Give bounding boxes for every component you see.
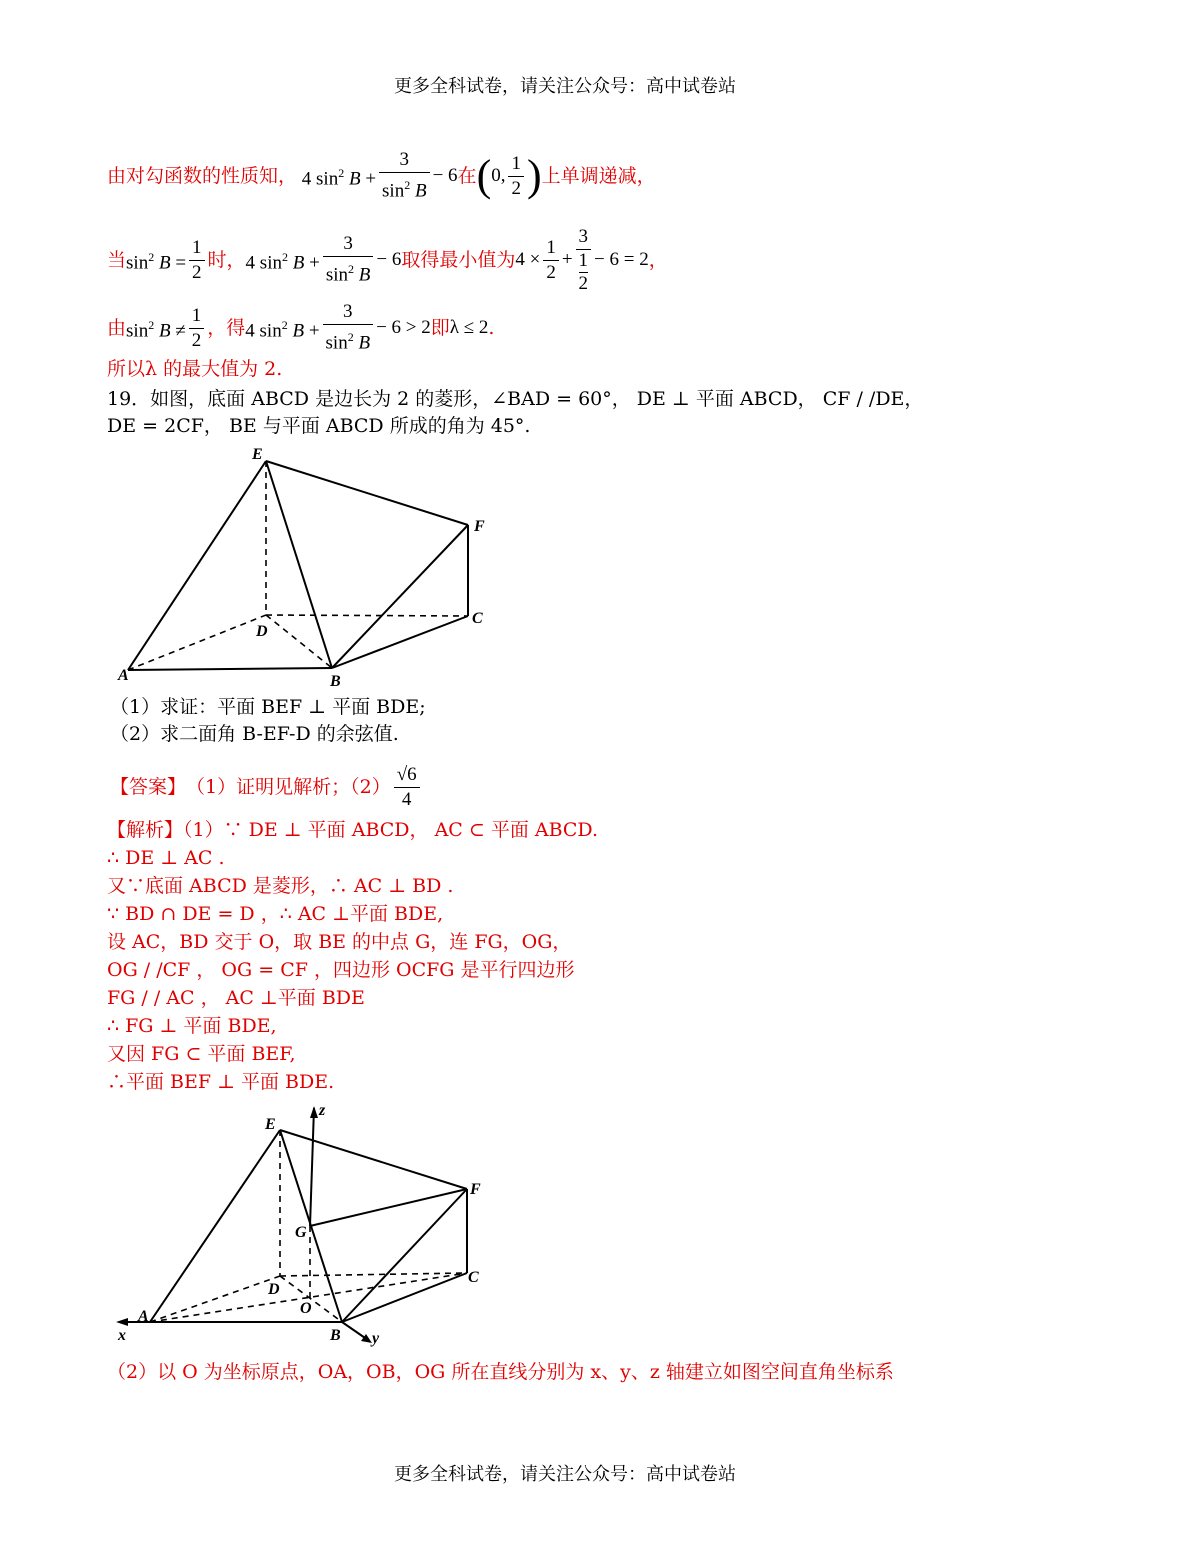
- edge-FB: [342, 1189, 467, 1322]
- sup-2: 2: [347, 330, 354, 345]
- edge-FB: [332, 525, 468, 668]
- edge-BC: [332, 616, 468, 668]
- interval-den: 2: [511, 177, 521, 199]
- calc-a: 4 ×: [515, 249, 541, 270]
- answer-fraction: [394, 763, 420, 812]
- figure-2-coordinate-system: [110, 1100, 510, 1350]
- label-O: O: [300, 1300, 312, 1317]
- solution-step-10: ∴平面 BEF ⊥ 平面 BDE.: [107, 1071, 335, 1093]
- calc-tail: − 6 = 2: [594, 249, 649, 270]
- line2-tail: − 6: [376, 249, 402, 270]
- edge-EB: [266, 461, 332, 668]
- frac-num: 3: [323, 300, 374, 325]
- half-num: 1: [189, 304, 205, 329]
- line2-end: ，: [648, 249, 668, 271]
- sup-2: 2: [148, 317, 155, 332]
- line2-var: B: [158, 252, 171, 274]
- sup-2: 2: [404, 178, 411, 193]
- line2-half: [189, 236, 205, 285]
- line3-var-2: B: [292, 320, 305, 342]
- solution-step-5: 设 AC，BD 交于 O，取 BE 的中点 G，连 FG，OG，: [107, 931, 572, 953]
- line3-end: .: [488, 317, 495, 339]
- question-19-line-2: DE = 2CF， BE 与平面 ABCD 所成的角为 45°.: [107, 415, 531, 437]
- answer-label: 【答案】: [110, 776, 187, 798]
- calc-half: [543, 236, 559, 285]
- label-z: z: [319, 1102, 326, 1119]
- line2-phrase: 取得最小值为: [401, 249, 516, 271]
- label-C: C: [472, 610, 483, 627]
- line2-expr: 4 sin: [245, 252, 282, 274]
- solution-step-7: FG / / AC ， AC ⊥平面 BDE: [107, 987, 365, 1009]
- label-B: B: [330, 673, 341, 690]
- line1-fraction: [379, 148, 430, 203]
- part-2-line: （2）以 O 为坐标原点，OA，OB，OG 所在直线分别为 x、y、z 轴建立如图空间直角坐标系: [107, 1361, 894, 1383]
- frac-den: sin: [325, 264, 348, 286]
- label-C: C: [468, 1269, 479, 1286]
- solution-step-2: ∴ DE ⊥ AC .: [107, 847, 225, 869]
- line3-fraction: [323, 300, 374, 355]
- line2-when: 时，: [207, 249, 246, 271]
- edge-AD: [150, 1276, 280, 1322]
- sup-2: 2: [148, 249, 155, 264]
- sup-2: 2: [281, 317, 288, 332]
- frac-den: sin: [325, 332, 348, 354]
- line3-var: B: [158, 320, 171, 342]
- paren-left: (: [476, 151, 492, 200]
- line2-lhs: sin: [126, 252, 149, 274]
- frac-den-var: B: [358, 264, 371, 286]
- edge-EF: [280, 1130, 467, 1189]
- paren-right: ): [526, 151, 542, 200]
- line3-neq: ≠: [175, 320, 186, 342]
- line3-then: 即: [430, 317, 450, 339]
- line1-suffix: 上单调递减，: [541, 165, 656, 187]
- solution-step-3: 又∵底面 ABCD 是菱形，∴ AC ⊥ BD .: [107, 875, 454, 897]
- edge-EF: [266, 461, 468, 525]
- half-num: 1: [543, 236, 559, 261]
- frac-den-var: B: [414, 180, 427, 202]
- calc-nested-fraction: [576, 225, 592, 295]
- line1-tail: − 6: [432, 165, 458, 186]
- frac-num: 3: [379, 148, 430, 173]
- answer-num: √6: [394, 763, 420, 788]
- edge-DC: [266, 615, 468, 616]
- line3-half: [189, 304, 205, 353]
- line1-var: B: [348, 168, 361, 190]
- figure-1-polyhedron: [110, 445, 510, 690]
- nested-den-num: 1: [578, 250, 589, 271]
- solution-step-9: 又因 FG ⊂ 平面 BEF,: [107, 1043, 296, 1065]
- line3-prefix: 由: [107, 317, 127, 339]
- line2-eq: =: [175, 252, 187, 274]
- solution-step-1: 【解析】（1）∵ DE ⊥ 平面 ABCD， AC ⊂ 平面 ABCD.: [107, 819, 599, 841]
- line1-prefix: 由对勾函数的性质知，: [107, 165, 298, 187]
- edge-AE: [150, 1130, 280, 1322]
- edge-DC: [280, 1273, 467, 1276]
- max-value-line: 所以λ 的最大值为 2.: [107, 358, 283, 380]
- half-den: 2: [192, 261, 202, 283]
- solution-step-6: OG / /CF ， OG = CF ，四边形 OCFG 是平行四边形: [107, 959, 575, 981]
- label-B: B: [330, 1327, 341, 1344]
- z-axis-arrow: [310, 1106, 318, 1118]
- label-D: D: [256, 623, 268, 640]
- label-F: F: [474, 518, 485, 535]
- line3-expr: 4 sin: [245, 320, 282, 342]
- x-axis-arrow: [116, 1318, 128, 1326]
- edge-AB: [128, 668, 332, 670]
- frac-num: 3: [323, 232, 374, 257]
- edge-AD: [128, 615, 266, 670]
- solution-step-8: ∴ FG ⊥ 平面 BDE,: [107, 1015, 277, 1037]
- label-E: E: [252, 446, 263, 463]
- line3-get: ，得: [207, 317, 246, 339]
- line3-lhs: sin: [126, 320, 149, 342]
- page-header: 更多全科试卷，请关注公众号：高中试卷站: [394, 76, 736, 97]
- sup-2: 2: [348, 262, 354, 277]
- nested-den-den: 2: [578, 273, 589, 294]
- question-19-line-1: 19．如图，底面 ABCD 是边长为 2 的菱形，∠BAD = 60°， DE ⊥ 平面 ABCD， CF / /DE，: [107, 388, 924, 410]
- label-G: G: [295, 1224, 307, 1241]
- solution-line-1: 由对勾函数的性质知， 4 $\sin^2 B$ + $\frac{3}{\sin^2 B}$ − 6 在 ( 0, $\frac{1}{2}$ ) 上单调递减，: [107, 149, 656, 202]
- line2-fraction: [323, 232, 374, 287]
- label-A: A: [138, 1308, 149, 1325]
- line1-expr: 4 sin: [301, 168, 339, 190]
- sub-question-1: （1）求证：平面 BEF ⊥ 平面 BDE;: [110, 696, 426, 718]
- label-x: x: [118, 1327, 126, 1344]
- label-y: y: [372, 1330, 380, 1347]
- answer-text: （1）证明见解析；（2）: [186, 776, 391, 798]
- label-D: D: [268, 1281, 280, 1298]
- solution-step-4: ∵ BD ∩ DE = D ，∴ AC ⊥平面 BDE,: [107, 903, 444, 925]
- page-footer: 更多全科试卷，请关注公众号：高中试卷站: [394, 1464, 736, 1485]
- line1-word-in: 在: [457, 165, 477, 187]
- half-num: 1: [189, 236, 205, 261]
- z-axis: [310, 1108, 314, 1226]
- edge-BC: [342, 1273, 467, 1322]
- sup-2: 2: [281, 249, 288, 264]
- edge-DB: [266, 615, 332, 668]
- answer-line: [110, 754, 423, 820]
- line2-var-2: B: [292, 252, 305, 274]
- interval-start: 0,: [491, 165, 506, 186]
- answer-den: 4: [401, 788, 412, 810]
- sup-2: 2: [338, 165, 345, 180]
- label-F: F: [470, 1181, 481, 1198]
- sub-question-2: （2）求二面角 B-EF-D 的余弦值.: [110, 723, 399, 745]
- frac-den-var: B: [358, 332, 371, 354]
- edge-AE: [128, 461, 266, 670]
- edge-GF: [310, 1189, 467, 1226]
- frac-den: sin: [382, 180, 405, 202]
- half-den: 2: [191, 329, 202, 351]
- line3-tail: − 6 > 2: [376, 317, 431, 338]
- line3-ineq: λ ≤ 2: [449, 317, 489, 338]
- half-den: 2: [546, 261, 556, 283]
- label-E: E: [265, 1116, 276, 1133]
- calc-plus: +: [561, 249, 573, 270]
- solution-line-2: 当 $\sin^2 B$ = $\frac{1}{2}$ 时， 4 $\sin^2 B$ + $\frac{3}{\sin^2 B}$ − 6 取得最小值为 4 × $\frac{1}{2}$ + 3 1 2 − 6 = 2 ，: [107, 226, 668, 294]
- nested-num: 3: [576, 225, 592, 250]
- label-A: A: [118, 667, 129, 684]
- line2-prefix: 当: [107, 249, 127, 271]
- solution-line-3: 由 $\sin^2 B$ ≠ $\frac{1}{2}$ ，得 4 $\sin^2 B$ + $\frac{3}{\sin^2 B}$ − 6 > 2 即 λ ≤ 2 .: [107, 301, 495, 354]
- interval-fraction: [508, 152, 524, 201]
- interval-num: 1: [508, 152, 524, 177]
